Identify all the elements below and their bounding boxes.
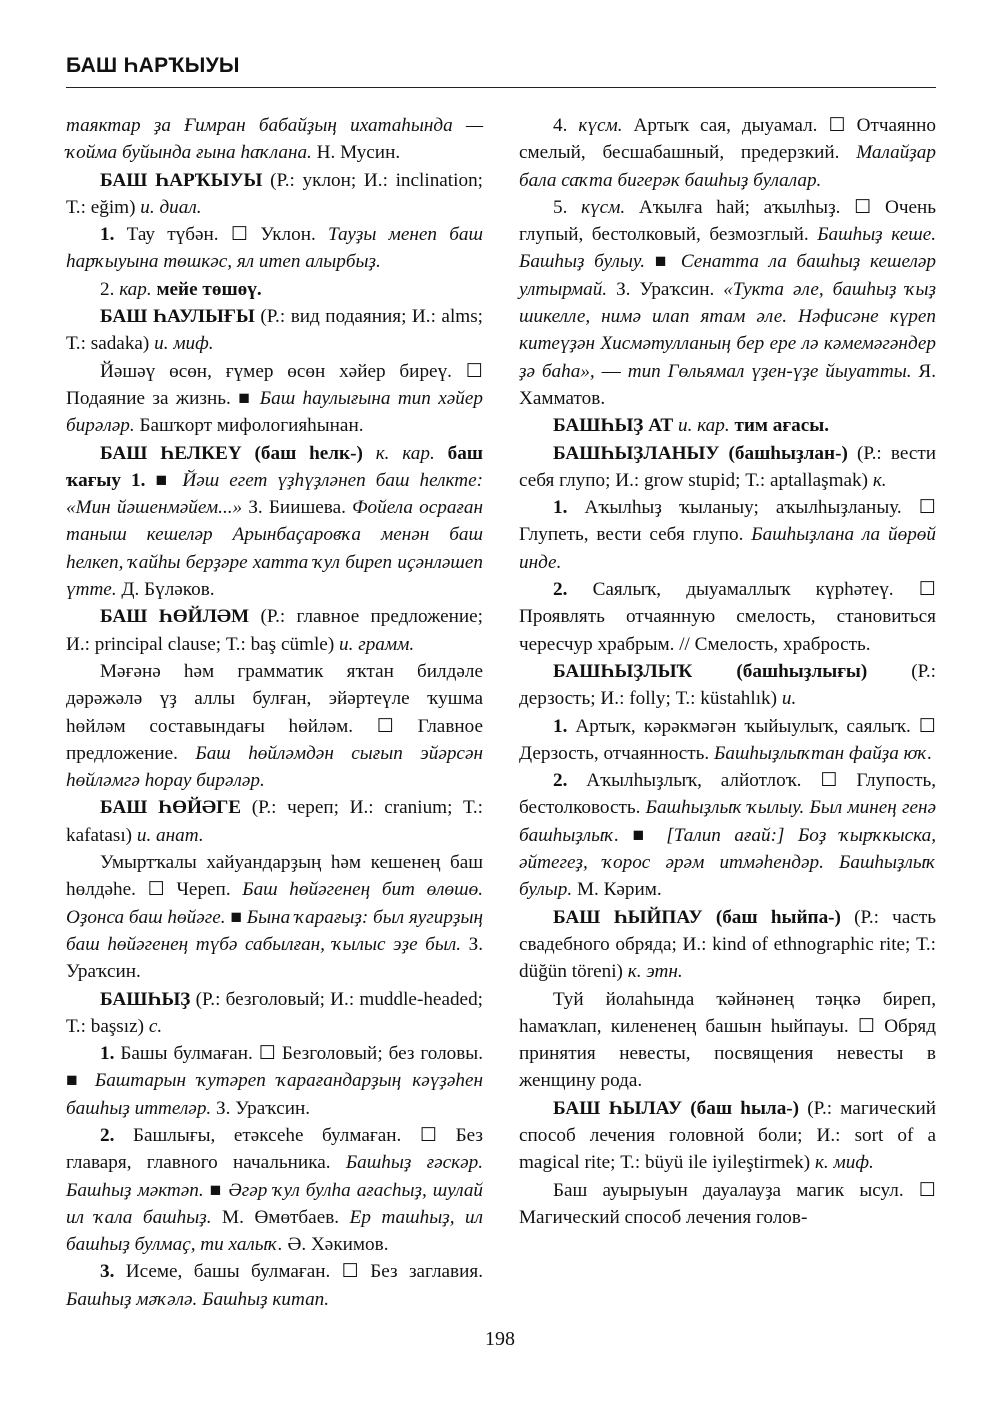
bold-text: БАШ ҺЫЙПАУ (баш һыйпа-) xyxy=(553,906,841,928)
dictionary-paragraph xyxy=(519,986,936,1095)
text-run: ■ xyxy=(225,906,247,928)
text-run: З. Биишева. xyxy=(242,497,353,519)
text-run: (Р.: главное предложение; И.: principal clause; Т.: baş cümle) xyxy=(66,606,483,655)
dictionary-paragraph xyxy=(519,494,936,576)
running-head: БАШ ҺАРҠЫУЫ xyxy=(66,54,240,77)
text-run: (Р.: часть свадебного обряда; И.: kind of ethnographic rite; Т.: düğün töreni) xyxy=(519,906,936,983)
dictionary-entry-headword-paragraph xyxy=(66,303,483,358)
dictionary-paragraph xyxy=(66,1122,483,1258)
text-run: Туй йолаһында ҡәйнәнең тәңкә биреп, һамаҡлап, килененең башын һыйпауы. ☐ Обряд принятия невесты, посвящения невесты в женщину рода. xyxy=(519,988,936,1092)
italic-text: таяктар ҙа Ғимран бабайҙың ихатаһында — ҡойма буйында ғына һаҡлана. xyxy=(66,115,483,164)
text-run: Башы булмаған. ☐ Безголовый; без головы. ■ xyxy=(66,1043,483,1092)
text-run: З. Ураҡсин. xyxy=(607,278,724,300)
dictionary-entry-headword-paragraph xyxy=(519,904,936,986)
italic-text: «Тукта әле, башһыҙ ҡыҙ шикелле, нимә илап ятам әле. Нәфисәне күреп китеүҙән Хисмәтулланың бер ере лә кәмемәгәндер ҙә баһа», xyxy=(519,278,936,382)
text-run: Я. Хамматов. xyxy=(519,360,936,409)
italic-text: к. xyxy=(872,469,887,491)
italic-text: Малайҙар бала саҡта бигерәк башһыҙ булалар. xyxy=(519,142,936,191)
dictionary-paragraph xyxy=(519,767,936,903)
text-run: Мәғәнә һәм грамматик яҡтан билдәле дәрәжәлә үҙ аллы булған, эйәртеүле ҡушма һөйләм составындағы һөйләм. ☐ Главное предложение. xyxy=(66,660,483,764)
italic-text: к. этн. xyxy=(627,961,683,983)
dictionary-paragraph xyxy=(66,221,483,276)
page-number: 198 xyxy=(485,1328,515,1350)
dictionary-paragraph xyxy=(519,194,936,412)
dictionary-entry-headword-paragraph xyxy=(66,794,483,849)
italic-text: к. кар. xyxy=(375,442,435,464)
text-run: Аҡылһыҙ ҡыланыу; аҡылһыҙланыу. ☐ Глупеть, вести себя глупо. xyxy=(519,497,936,546)
dictionary-paragraph xyxy=(519,576,936,658)
bold-text: БАШ ҺАРҠЫУЫ xyxy=(100,169,263,191)
text-run: (Р.: безголовый; И.: muddle-headed; Т.: başsız) xyxy=(66,988,483,1037)
italic-text: Башһыҙ мәҡәлә. Башһыҙ китап. xyxy=(66,1288,330,1310)
italic-text: и. грамм. xyxy=(339,633,415,655)
dictionary-entry-headword-paragraph xyxy=(66,603,483,658)
text-run: Д. Бүләков. xyxy=(116,579,215,601)
text-run: Артыҡ сая, дыуамал. ☐ Отчаянно смелый, бесшабашный, предерзкий. xyxy=(519,115,936,164)
text-run: Ә. Хәкимов. xyxy=(282,1234,389,1256)
dictionary-paragraph xyxy=(66,276,483,303)
text-run: (Р.: вести себя глупо; И.: grow stupid; Т.: aptallaşmak) xyxy=(519,442,936,491)
dictionary-entry-headword-paragraph xyxy=(519,440,936,495)
text-run: Аҡылға һай; аҡылһыҙ. ☐ Очень глупый, бестолковый, безмозглый. xyxy=(519,196,937,246)
italic-text: Башһыҙлыҡтан файҙа юҡ. xyxy=(714,742,933,764)
text-run: Н. Мусин. xyxy=(311,142,401,164)
italic-text: и. диал. xyxy=(140,196,202,218)
italic-text: и. миф. xyxy=(154,333,214,355)
bold-text: 2. xyxy=(553,770,568,792)
dictionary-paragraph xyxy=(66,1258,483,1313)
text-run: Йәшәү өсөн, ғүмер өсөн хәйер биреү. ☐ Подаяние за жизнь. ■ xyxy=(66,360,483,409)
text-run: Артыҡ, кәрәкмәгән ҡыйыулыҡ, саялыҡ. ☐ Дерзость, отчаянность. xyxy=(519,715,936,764)
text-run: (Р.: череп; И.: cranium; Т.: kafatası) xyxy=(66,797,483,846)
text-run: З. Ураҡсин. xyxy=(211,1097,311,1119)
italic-text: Башһыҙ кеше. Башһыҙ булыу. xyxy=(519,224,937,273)
right-column xyxy=(519,112,936,1231)
text-run: 2. xyxy=(100,278,120,300)
text-run: Умыртҡалы хайуандарҙың һәм кешенең баш һөлдәһе. ☐ Череп. xyxy=(66,852,483,901)
bold-text: БАШҺЫҘЛЫҠ (башһыҙлығы) xyxy=(553,660,868,682)
text-run: М. Кәрим. xyxy=(572,879,662,901)
dictionary-paragraph xyxy=(66,112,483,167)
bold-text: 1. xyxy=(553,497,568,519)
text-run: Саялыҡ, дыуамаллыҡ күрһәтеү. ☐ Проявлять отчаянную смелость, становиться чересчур храбрым. // Смелость, храбрость. xyxy=(519,579,936,655)
bold-text: БАШ ҺЫЛАУ (баш һыла-) xyxy=(553,1097,800,1119)
text-run: ■ xyxy=(619,824,667,846)
italic-text: Башһыҙлыҡ ҡылыу. Был минең генә башһыҙлыҡ. xyxy=(519,797,936,846)
italic-text: и. кар. xyxy=(677,415,730,437)
text-run: М. Өмөтбаев. xyxy=(211,1206,350,1228)
italic-text: Фойела осраған таныш кешеләр Арынбаҫаровҡа менән баш һелкеп, ҡайһы берҙәре хатта ҡул биреп иҫәнләшеп үтте. xyxy=(66,497,484,601)
dictionary-entry-headword-paragraph xyxy=(66,440,483,604)
italic-text: Башһыҙлана ла йөрөй инде. xyxy=(519,524,936,573)
italic-text: Бына ҡарағыҙ: был яугирҙың баш һөйәгенең түбә сабылған, ҡылыс эҙе был. xyxy=(66,906,483,955)
bold-text: 1. xyxy=(553,715,568,737)
bold-text: 1. xyxy=(100,1043,115,1065)
text-run: Тау түбән. ☐ Уклон. xyxy=(114,224,329,246)
dictionary-entry-headword-paragraph xyxy=(519,1095,936,1177)
dictionary-entry-headword-paragraph xyxy=(66,167,483,222)
text-run: Аҡылһыҙлыҡ, алйотлоҡ. ☐ Глупость, бестолковость. xyxy=(519,770,936,819)
italic-text: күсм. xyxy=(578,115,623,136)
text-run: ■ xyxy=(145,469,183,491)
bold-text: БАШ ҺАУЛЫҒЫ xyxy=(100,306,255,328)
text-run: Башҡорт мифологияһынан. xyxy=(134,415,364,437)
italic-text: Сенатта ла башһыҙ кешеләр ултырмай. xyxy=(519,251,936,300)
italic-text: Ер ташһыҙ, ил башһыҙ булмаҫ, ти халыҡ. xyxy=(66,1206,483,1256)
italic-text: Баш һөйәгенең бит өлөшө. Оҙонса баш һөйәге. xyxy=(66,879,483,928)
text-run: 5. xyxy=(553,196,582,218)
text-run: ■ xyxy=(645,251,681,273)
text-run: (Р.: уклон; И.: inclination; Т.: eğim) xyxy=(66,169,483,218)
dictionary-paragraph xyxy=(519,112,936,194)
text-run: (Р.: магический способ лечения головной боли; И.: sort of a magical rite; Т.: büyü ile iyileştirmek) xyxy=(519,1097,936,1174)
dictionary-paragraph xyxy=(519,713,936,768)
italic-text: Тауҙы менеп баш һарҡыуына төшкәс, ял итеп алырбыҙ. xyxy=(66,224,483,273)
italic-text: Йәш егет үҙһүҙләнеп баш һелкте: «Мин йәшенмәйем...» xyxy=(66,469,483,519)
dictionary-paragraph xyxy=(519,1177,936,1232)
text-run: ■ xyxy=(203,1179,229,1201)
text-run: (Р.: дерзость; И.: folly; Т.: küstahlık) xyxy=(519,660,936,710)
italic-text: тип Гөльямал үҙен-үҙе йыуатты. xyxy=(627,360,912,382)
dictionary-entry-headword-paragraph xyxy=(66,986,483,1041)
italic-text: и. xyxy=(781,688,797,710)
italic-text: к. миф. xyxy=(814,1152,874,1174)
italic-text: Әгәр ҡул булһа ағасһыҙ, шулай ил ҡала башһыҙ. xyxy=(66,1179,484,1228)
text-run: (Р.: вид подаяния; И.: alms; Т.: sadaka) xyxy=(66,306,483,355)
bold-text: 1. xyxy=(100,224,115,246)
dictionary-paragraph xyxy=(66,849,483,985)
bold-text: 3. xyxy=(100,1261,115,1283)
text-run: Башлығы, етәксеһе булмаған. ☐ Без главаря, главного начальника. xyxy=(66,1124,483,1174)
bold-text: БАШҺЫҘЛАНЫУ (башһыҙлан-) xyxy=(553,442,848,464)
dictionary-entry-headword-paragraph xyxy=(519,412,936,439)
dictionary-paragraph xyxy=(66,658,483,794)
text-run: — xyxy=(594,360,628,382)
text-run: Исеме, башы булмаған. ☐ Без заглавия. xyxy=(114,1261,483,1283)
bold-text: тим ағасы. xyxy=(729,415,829,437)
text-run xyxy=(363,443,376,464)
italic-text: с. xyxy=(148,1015,163,1037)
bold-text: 2. xyxy=(100,1124,115,1146)
bold-text: БАШ ҺЕЛКЕҮ (баш һелк-) xyxy=(100,442,363,464)
bold-text: БАШ ҺӨЙӘГЕ xyxy=(100,797,242,819)
italic-text: и. анат. xyxy=(136,824,204,846)
bold-text: баш ҡағыу 1. xyxy=(66,442,483,491)
italic-text: Баш һаулығына тип хәйер бирәләр. xyxy=(66,387,483,437)
italic-text: күсм. xyxy=(581,196,626,218)
dictionary-paragraph xyxy=(66,1040,483,1122)
dictionary-paragraph xyxy=(66,358,483,440)
left-column xyxy=(66,112,483,1313)
text-run: 4. xyxy=(553,115,579,136)
italic-text: кар. xyxy=(119,278,152,300)
dictionary-entry-headword-paragraph xyxy=(519,658,936,713)
text-run: З. Ураҡсин. xyxy=(66,933,483,983)
bold-text: БАШҺЫҘ xyxy=(100,988,191,1010)
bold-text: БАШҺЫҘ АТ xyxy=(553,415,674,437)
italic-text: Баш һөйләмдән сығып эйәрсән һөйләмгә һорау бирәләр. xyxy=(66,742,483,792)
italic-text: Баштарын ҡутәреп ҡарағандарҙың кәүҙәһен башһыҙ иттеләр. xyxy=(66,1070,483,1119)
italic-text: Башһыҙ ғәскәр. Башһыҙ мәктәп. xyxy=(66,1152,483,1201)
text-run: Баш ауырыуын дауалауҙа магик ысул. ☐ Магический способ лечения голов- xyxy=(519,1179,936,1228)
italic-text: [Талип ағай:] Боҙ ҡырҡкыска, әйтегеҙ, ҡорос әрәм итмәһендәр. Башһыҙлыҡ булыр. xyxy=(519,824,937,901)
header-rule xyxy=(66,87,936,88)
bold-text: 2. xyxy=(553,579,568,601)
bold-text: БАШ ҺӨЙЛӘМ xyxy=(100,606,250,628)
bold-text: мейе төшөү. xyxy=(151,278,262,300)
